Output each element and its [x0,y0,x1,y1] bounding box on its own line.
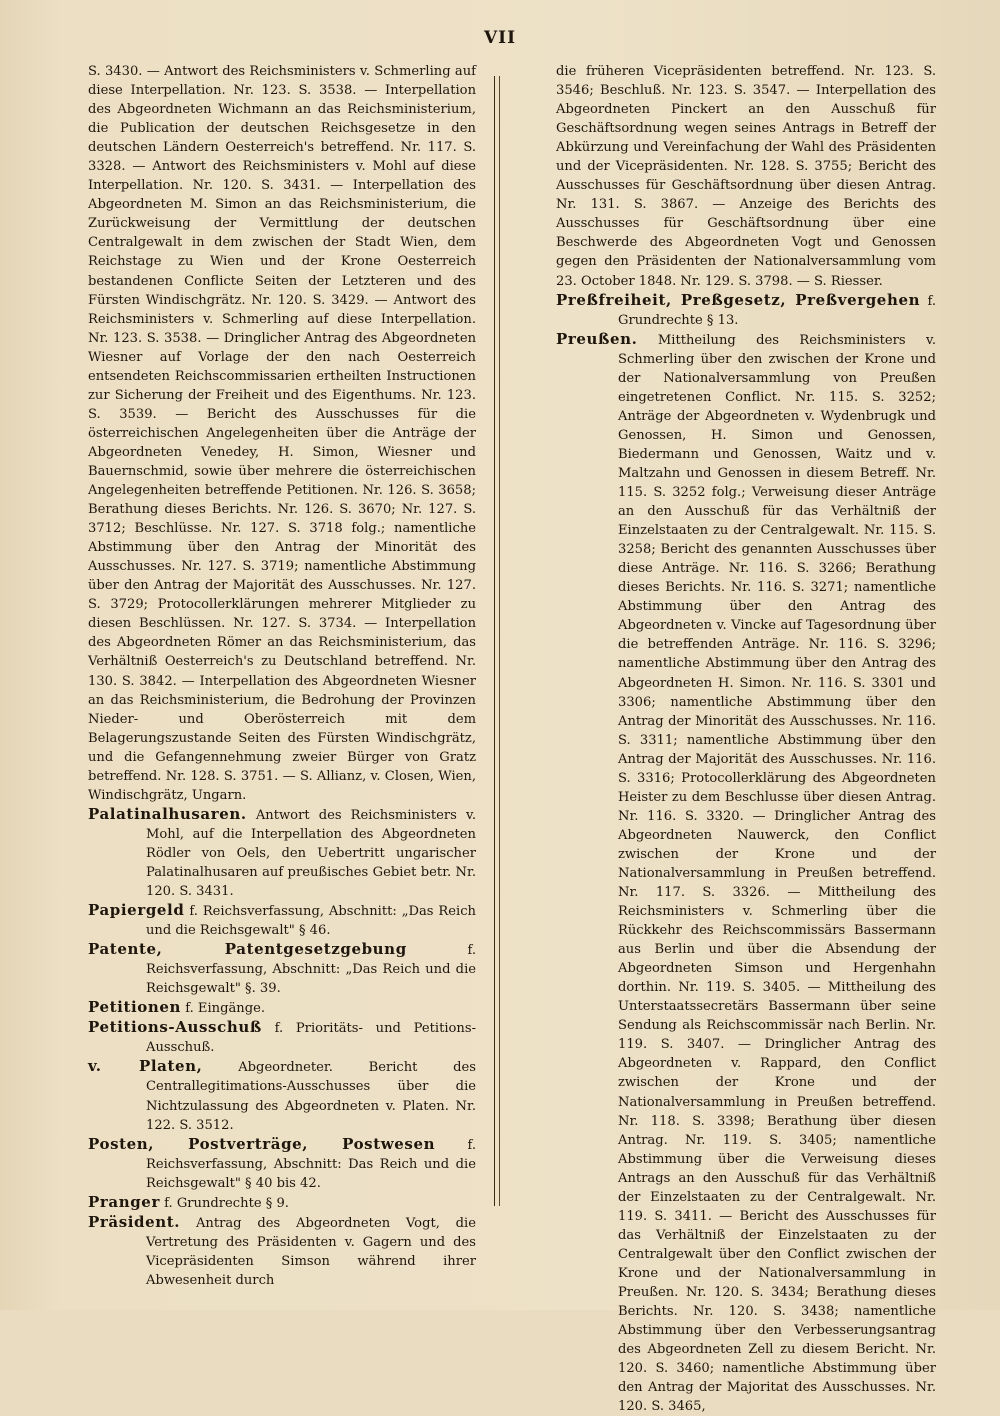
index-entry-pranger [88,1193,476,1213]
index-entry-continuation [556,62,936,291]
entry-headword: Papiergeld [88,901,185,920]
entry-headword: Preßfreiheit, Preßgesetz, Preßvergehen [556,290,921,309]
entry-text: f. Reichsverfassung, Abschnitt: „Das Reich und die Reichsgewalt" § 46. [146,904,476,939]
entry-text: Mittheilung des Reichsministers v. Schmerling über den zwischen der Krone und der Nationalversammlung von Preußen eingetretenen Conflict. Nr. 115. S. 3252; Anträge der Abgeordneten v. Wydenbrugk und Genossen, H. Simon und Genossen, Biedermann und Genossen, Waitz und v. Maltzahn und Genossen in diesem Betreff. Nr. 115. S. 3252 folg.; Verweisung dieser Anträge an den Ausschuß für das Verhältniß der Einzelstaaten zu der Centralgewalt. Nr. 115. S. 3258; Bericht des genannten Ausschusses über diese Anträge. Nr. 116. S. 3266; Berathung dieses Berichts. Nr. 116. S. 3271; namentliche Abstimmung über den Antrag des Abgeordneten v. Vincke auf Tagesordnung über die betreffenden Anträge. Nr. 116. S. 3296; namentliche Abstimmung über den Antrag des Abgeordneten H. Simon. Nr. 116. S. 3301 und 3306; namentliche Abstimmung über den Antrag der Minorität des Ausschusses. Nr. 116. S. 3311; namentliche Abstimmung über den Antrag der Majorität des Ausschusses. Nr. 116. S. 3316; Protocollerklärung des Abgeordneten Heister zu dem Beschlusse über diesen Antrag. Nr. 116. S. 3320. — Dringlicher Antrag des Abgeordneten Nauwerck, den Conflict zwischen der Krone und der Nationalversammlung in Preußen betreffend. Nr. 117. S. 3326. — Mittheilung des Reichsministers v. Schmerling über die Rückkehr des Reichscommissärs Bassermann aus Berlin und über die Absendung der Abgeordneten Simson und Hergenhahn dorthin. Nr. 119. S. 3405. — Mittheilung des Unterstaatssecretärs Bassermann über seine Sendung als Reichscommissär nach Berlin. Nr. 119. S. 3407. — Dringlicher Antrag des Abgeordneten v. Rappard, den Conflict zwischen der Krone und der Nationalversammlung in Preußen betreffend. Nr. 118. S. 3398; Berathung über diesen Antrag. Nr. 119. S. 3405; namentliche Abstimmung über die Verweisung dieses Antrags an den Ausschuß für das Verhältniß der Einzelstaaten zu der Centralgewalt. Nr. 119. S. 3411. — Bericht des Ausschusses für das Verhältniß der Einzelstaaten zu der Centralgewalt über den Conflict zwischen der Krone und der Nationalversammlung in Preußen. Nr. 120. S. 3434; Berathung dieses Berichts. Nr. 120. S. 3438; namentliche Abstimmung über den Verbesserungsantrag des Abgeordneten Zell zu diesem Bericht. Nr. 120. S. 3460; namentliche Abstimmung über den Antrag der Majoritat des Ausschusses. Nr. 120. S. 3465, [618,332,936,1415]
right-column [556,62,936,1416]
page-number: VII [483,28,517,48]
entry-headword: Preußen. [556,329,638,348]
left-column [88,62,476,1290]
entry-headword: Posten, Postverträge, Postwesen [88,1134,436,1153]
entry-text: f. Reichsverfassung, Abschnitt: Das Reich und die Reichsgewalt" § 40 bis 42. [146,1137,476,1191]
entry-text: f. Eingänge. [185,1001,266,1017]
entry-text: f. Grundrechte § 9. [164,1195,289,1211]
entry-text: f. Prioritäts- und Petitions-Ausschuß. [146,1021,476,1056]
entry-headword: v. Platen, [88,1057,203,1076]
entry-text: f. Reichsverfassung, Abschnitt: „Das Reich und die Reichsgewalt" §. 39. [146,943,476,997]
entry-text: f. Grundrechte § 13. [618,293,936,328]
entry-headword: Pranger [88,1192,160,1211]
index-entry-patente [88,940,476,998]
entry-headword: Petitionen [88,998,182,1017]
index-entry-pressfreiheit [556,291,936,330]
entry-headword: Patente, Patentgesetzgebung [88,940,407,959]
index-entry-palatinalhusaren [88,805,476,901]
index-entry-preussen [556,330,936,1416]
entry-text: Antrag des Abgeordneten Vogt, die Vertretung des Präsidenten v. Gagern und des Vicepräsidenten Simson während ihrer Abwesenheit durch [146,1215,476,1288]
entry-headword: Präsident. [88,1212,181,1231]
entry-headword: Palatinalhusaren. [88,804,247,823]
column-divider-inner [499,76,500,1206]
entry-text: S. 3430. — Antwort des Reichsministers v. Schmerling auf diese Interpellation. Nr. 123. S. 3538. — Interpellation des Abgeordneten Wichmann an das Reichsministerium, die Publication der deutschen Reichsgesetze in den deutschen Ländern Oesterreich's betreffend. Nr. 117. S. 3328. — Antwort des Reichsministers v. Mohl auf diese Interpellation. Nr. 120. S. 3431. — Interpellation des Abgeordneten M. Simon an das Reichsministerium, die Zurückweisung der Vermittlung der deutschen Centralgewalt in dem zwischen der Stadt Wien, dem Reichstage zu Wien und der Krone Oesterreich bestandenen Conflicte Seiten der Letzteren und des Fürsten Windischgrätz. Nr. 120. S. 3429. — Antwort des Reichsministers v. Schmerling auf diese Interpellation. Nr. 123. S. 3538. — Dringlicher Antrag des Abgeordneten Wiesner auf Vorlage der den nach Oesterreich entsendeten Reichscommissarien ertheilten Instructionen zur Sicherung der Freiheit und des Eigenthums. Nr. 123. S. 3539. — Bericht des Ausschusses für die österreichischen Angelegenheiten über die Anträge der Abgeordneten Venedey, H. Simon, Wiesner und Bauernschmid, sowie über mehrere die österreichischen Angelegenheiten betreffende Petitionen. Nr. 126. S. 3658; Berathung dieses Berichts. Nr. 126. S. 3670; Nr. 127. S. 3712; Beschlüsse. Nr. 127. S. 3718 folg.; namentliche Abstimmung über den Antrag der Minorität des Ausschusses. Nr. 127. S. 3719; namentliche Abstimmung über den Antrag der Majorität des Ausschusses. Nr. 127. S. 3729; Protocollerklärungen mehrerer Mitglieder zu diesen Beschlüssen. Nr. 127. S. 3734. — Interpellation des Abgeordneten Römer an das Reichsministerium, das Verhältniß Oesterreich's zu Deutschland betreffend. Nr. 130. S. 3842. — Interpellation des Abgeordneten Wiesner an das Reichsministerium, die Bedrohung der Provinzen Nieder- und Oberösterreich mit dem Belagerungszustande Seiten des Fürsten Windischgrätz, und die Gefangennehmung zweier Bürger von Gratz betreffend. Nr. 128. S. 3751. — S. Allianz, v. Closen, Wien, Windischgrätz, Ungarn. [88,64,476,803]
entry-text: die früheren Vicepräsidenten betreffend. Nr. 123. S. 3546; Beschluß. Nr. 123. S. 3547. — Interpellation des Abgeordneten Pinckert an den Ausschuß für Geschäftsordnung wegen seines Antrags in Betreff der Abkürzung und Vereinfachung der Wahl des Präsidenten und der Vicepräsidenten. Nr. 128. S. 3755; Bericht des Ausschusses für Geschäftsordnung über diesen Antrag. Nr. 131. S. 3867. — Anzeige des Berichts des Ausschusses für Geschäftsordnung über eine Beschwerde des Abgeordneten Vogt und Genossen gegen den Präsidenten der Nationalversammlung vom 23. October 1848. Nr. 129. S. 3798. — S. Riesser. [556,64,936,289]
entry-text: Abgeordneter. Bericht des Centrallegitimations-Ausschusses über die Nichtzulassung des Abgeordneten v. Platen. Nr. 122. S. 3512. [146,1060,476,1133]
column-divider [494,76,495,1206]
index-entry-papiergeld [88,901,476,940]
index-entry-posten [88,1135,476,1193]
index-entry-petitions-ausschuss [88,1018,476,1057]
index-entry-platen [88,1057,476,1134]
index-entry-petitionen [88,998,476,1018]
entry-text: Antwort des Reichsministers v. Mohl, auf die Interpellation des Abgeordneten Rödler von Oels, den Uebertritt ungarischer Palatinalhusaren auf preußisches Gebiet betr. Nr. 120. S. 3431. [146,807,476,900]
index-entry-praesident [88,1213,476,1290]
entry-headword: Petitions-Ausschuß [88,1018,262,1037]
index-entry-continuation [88,62,476,805]
